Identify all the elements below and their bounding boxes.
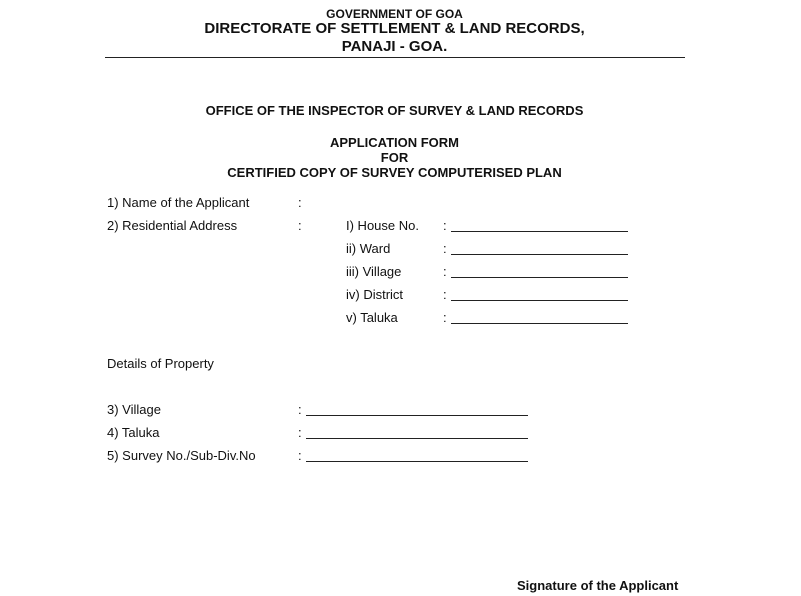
district-label: iv) District — [346, 287, 404, 302]
form-title-line2: FOR — [380, 150, 409, 165]
survey-no-field[interactable] — [306, 449, 528, 467]
residential-address-label: 2) Residential Address — [107, 218, 238, 233]
house-no-label: I) House No. — [346, 218, 419, 233]
taluka-address-colon: : — [443, 310, 447, 325]
property-taluka-field[interactable] — [306, 426, 528, 444]
ward-field[interactable] — [451, 242, 628, 260]
property-village-field[interactable] — [306, 403, 528, 421]
taluka-address-field[interactable] — [451, 311, 628, 329]
village-address-colon: : — [443, 264, 447, 279]
form-title-line1: APPLICATION FORM — [329, 135, 460, 150]
directorate-heading: DIRECTORATE OF SETTLEMENT & LAND RECORDS, — [204, 20, 585, 37]
property-village-colon: : — [298, 402, 302, 417]
city-heading: PANAJI - GOA. — [341, 38, 448, 55]
applicant-name-colon: : — [298, 195, 302, 210]
property-details-heading: Details of Property — [107, 356, 214, 371]
house-no-field[interactable] — [451, 219, 628, 237]
district-field[interactable] — [451, 288, 628, 306]
form-title-line3: CERTIFIED COPY OF SURVEY COMPUTERISED PLAN — [227, 165, 562, 180]
property-taluka-label: 4) Taluka — [107, 425, 160, 440]
village-address-label: iii) Village — [346, 264, 402, 279]
signature-label: Signature of the Applicant — [517, 578, 679, 593]
village-address-field[interactable] — [451, 265, 628, 283]
ward-colon: : — [443, 241, 447, 256]
property-taluka-colon: : — [298, 425, 302, 440]
taluka-address-label: v) Taluka — [346, 310, 398, 325]
residential-address-colon: : — [298, 218, 302, 233]
survey-no-colon: : — [298, 448, 302, 463]
district-colon: : — [443, 287, 447, 302]
government-heading: GOVERNMENT OF GOA — [326, 7, 463, 21]
ward-label: ii) Ward — [346, 241, 391, 256]
header-divider — [105, 57, 685, 58]
applicant-name-label: 1) Name of the Applicant — [107, 195, 250, 210]
office-title: OFFICE OF THE INSPECTOR OF SURVEY & LAND RECORDS — [205, 103, 584, 118]
survey-no-label: 5) Survey No./Sub-Div.No — [107, 448, 256, 463]
property-village-label: 3) Village — [107, 402, 161, 417]
house-no-colon: : — [443, 218, 447, 233]
